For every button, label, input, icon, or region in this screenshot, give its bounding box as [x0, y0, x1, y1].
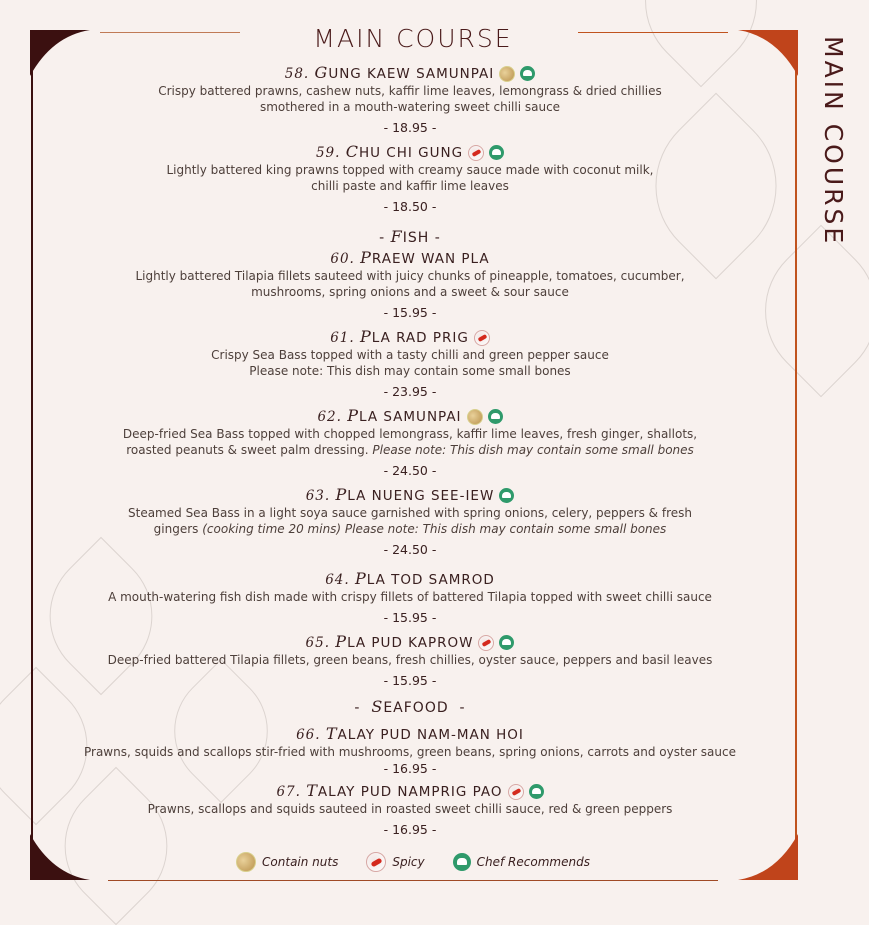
dish-description: Crispy Sea Bass topped with a tasty chilli and green pepper sauce — [211, 348, 609, 362]
peanut-icon — [467, 409, 483, 425]
legend-item-chef — [453, 853, 590, 871]
legend-label: Contain nuts — [262, 855, 339, 869]
dish-price: - 24.50 - — [383, 463, 437, 478]
dish-61 — [40, 328, 780, 401]
dish-initial: P — [335, 485, 348, 504]
dish-name — [40, 570, 780, 589]
dish-initial: P — [335, 632, 348, 651]
dish-name — [40, 486, 780, 505]
dish-description: Lightly battered Tilapia fillets sauteed with juicy chunks of pineapple, tomatoes, cucumber, — [135, 269, 685, 283]
chef-hat-icon — [529, 784, 544, 799]
dish-title: UNG KAEW SAMUNPAI — [328, 66, 495, 82]
dish-description: Prawns, scallops and squids sauteed in roasted sweet chilli sauce, red & green peppers — [147, 802, 673, 816]
dish-60 — [40, 249, 780, 322]
dish-59 — [40, 143, 780, 216]
dish-description: Deep-fried Sea Bass topped with chopped lemongrass, kaffir lime leaves, fresh ginger, shallots, — [122, 427, 698, 441]
dish-description: Steamed Sea Bass in a light soya sauce garnished with spring onions, celery, peppers & fresh — [128, 506, 692, 520]
dish-price: - 15.95 - — [383, 673, 437, 688]
frame-left-line — [31, 70, 33, 855]
dish-initial: P — [354, 569, 367, 588]
dish-price: - 15.95 - — [383, 305, 437, 320]
frame-bottom-line — [108, 880, 718, 881]
dish-initial: C — [345, 142, 359, 161]
dish-price: - 16.95 - — [383, 761, 437, 776]
section-title: ISH — [402, 230, 430, 246]
chef-hat-icon — [499, 488, 514, 503]
dish-number: 63. — [305, 488, 331, 504]
dish-description: Please note: This dish may contain some small bones — [249, 364, 571, 378]
peanut-icon — [499, 66, 515, 82]
chef-hat-icon — [520, 66, 535, 81]
dish-number: 65. — [305, 635, 330, 651]
dish-58 — [40, 64, 780, 137]
dish-title: LA SAMUNPAI — [359, 409, 462, 425]
dish-initial: G — [314, 63, 329, 82]
dish-note: Please note: This dish may contain some small bones — [372, 443, 694, 457]
dish-description: Crispy battered prawns, cashew nuts, kaffir lime leaves, lemongrass & dried chillies — [158, 84, 662, 98]
dish-number: 58. — [284, 66, 310, 82]
legend-item-spicy — [366, 852, 424, 872]
chilli-icon — [478, 635, 494, 651]
dish-64 — [40, 570, 780, 627]
dish-name — [40, 633, 780, 652]
peanut-icon — [236, 852, 256, 872]
dish-name — [40, 249, 780, 268]
chilli-icon — [366, 852, 386, 872]
dish-description: smothered in a mouth-watering sweet chilli sauce — [259, 100, 561, 114]
dish-number: 62. — [317, 409, 342, 425]
dish-62 — [40, 407, 780, 480]
dish-title: LA PUD KAPROW — [347, 635, 474, 651]
dish-price: - 24.50 - — [383, 542, 437, 557]
dish-price: - 15.95 - — [383, 610, 437, 625]
dish-number: 60. — [330, 251, 355, 267]
dish-description: Prawns, squids and scallops stir-fried with mushrooms, green beans, spring onions, carrots and oyster sauce — [83, 745, 736, 759]
dish-title: LA TOD SAMROD — [366, 572, 495, 588]
dish-title: RAEW WAN PLA — [371, 251, 490, 267]
section-initial: S — [371, 697, 384, 716]
chef-hat-icon — [488, 409, 503, 424]
dish-initial: T — [325, 724, 338, 743]
chef-hat-icon — [499, 635, 514, 650]
dish-description: A mouth-watering fish dish made with crispy fillets of battered Tilapia topped with sweet chilli sauce — [108, 590, 712, 604]
side-title: MAIN COURSE — [819, 36, 848, 247]
dish-note: (cooking time 20 mins) Please note: This dish may contain some small bones — [202, 522, 667, 536]
dish-price: - 18.50 - — [383, 199, 437, 214]
dish-price: - 18.95 - — [383, 120, 437, 135]
dish-title: ALAY PUD NAM-MAN HOI — [337, 727, 524, 743]
dish-67 — [40, 782, 780, 839]
dish-name — [40, 725, 780, 744]
dish-price: - 16.95 - — [383, 822, 437, 837]
chilli-icon — [468, 145, 484, 161]
section-heading-fish: - FISH - — [379, 227, 441, 246]
dish-description: chilli paste and kaffir lime leaves — [311, 179, 509, 193]
dish-65 — [40, 633, 780, 690]
dish-name — [40, 328, 780, 347]
page-title: MAIN COURSE — [313, 24, 513, 53]
menu-content — [40, 64, 780, 839]
dish-initial: P — [347, 406, 359, 425]
dish-initial: P — [360, 248, 372, 267]
dish-number: 59. — [315, 145, 341, 161]
dish-number: 67. — [276, 784, 301, 800]
dish-name — [40, 143, 780, 162]
section-title: EAFOOD — [383, 700, 449, 716]
dish-number: 64. — [325, 572, 350, 588]
dish-title: LA NUENG SEE-IEW — [347, 488, 495, 504]
chilli-icon — [474, 330, 490, 346]
section-initial: F — [390, 227, 403, 246]
dish-description: mushrooms, spring onions and a sweet & sour sauce — [251, 285, 569, 299]
dish-name — [40, 782, 780, 801]
chilli-icon — [508, 784, 524, 800]
dish-title: ALAY PUD NAMPRIG PAO — [317, 784, 503, 800]
chef-hat-icon — [453, 853, 471, 871]
dish-66 — [40, 725, 780, 778]
dish-description: Deep-fried battered Tilapia fillets, green beans, fresh chillies, oyster sauce, peppers and basil leaves — [107, 653, 713, 667]
section-heading-seafood: - SEAFOOD - — [354, 697, 466, 716]
legend-item-nuts — [236, 852, 338, 872]
dish-initial: T — [306, 781, 318, 800]
dish-title: HU CHI GUNG — [358, 145, 464, 161]
dish-description — [40, 521, 780, 537]
legend-label: Spicy — [392, 855, 425, 869]
dish-name — [40, 407, 780, 426]
dish-description-text: gingers — [153, 522, 199, 536]
dish-description-text: roasted peanuts & sweet palm dressing. — [126, 443, 369, 457]
dish-number: 66. — [296, 727, 321, 743]
dish-63 — [40, 486, 780, 559]
legend — [0, 852, 826, 872]
chef-hat-icon — [489, 145, 504, 160]
dish-name — [40, 64, 780, 83]
dish-description — [40, 442, 780, 458]
dish-number: 61. — [330, 330, 355, 346]
dish-title: LA RAD PRIG — [371, 330, 469, 346]
legend-label: Chef Recommends — [476, 855, 590, 869]
frame-right-line — [795, 70, 797, 855]
dish-description: Lightly battered king prawns topped with creamy sauce made with coconut milk, — [166, 163, 654, 177]
dish-price: - 23.95 - — [383, 384, 437, 399]
dish-initial: P — [359, 327, 372, 346]
